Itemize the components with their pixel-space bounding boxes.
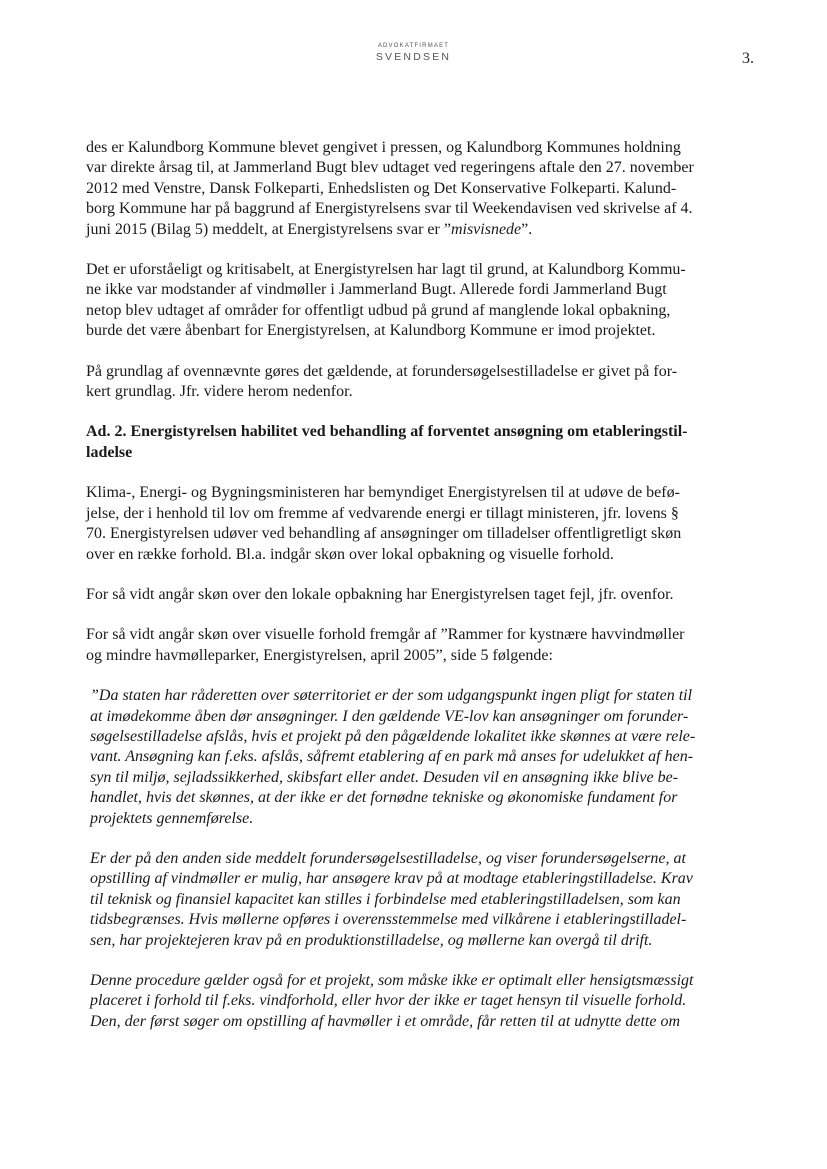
text-line: til teknisk og finansiel kapacitet kan stilles i forbindelse med etableringstilladelsen, som kan <box>90 890 681 908</box>
paragraph-visual-conditions <box>86 625 750 666</box>
text-line: For så vidt angår skøn over den lokale opbakning har Energistyrelsen taget fejl, jfr. ovenfor. <box>86 585 674 603</box>
text-line: For så vidt angår skøn over visuelle forhold fremgår af ”Rammer for kystnære havvindmøller <box>86 626 685 644</box>
text-line: Klima-, Energi- og Bygningsministeren har bemyndiget Energistyrelsen til at udøve de befø- <box>86 484 680 502</box>
text-line: jelse, der i henhold til lov om fremme af vedvarende energi er tillagt ministeren, jfr. lovens § <box>86 504 679 522</box>
quote-paragraph <box>90 849 750 951</box>
firm-name-large: SVENDSEN <box>375 51 452 63</box>
heading-line: Ad. 2. Energistyrelsen habilitet ved behandling af forventet ansøgning om etableringstil- <box>86 423 688 441</box>
text-line: sen, har projektejeren krav på en produktionstilladelse, og møllerne kan overgå til drift. <box>90 931 653 949</box>
text-line: tidsbegrænses. Hvis møllerne opføres i overensstemmelse med vilkårene i etableringstilladel- <box>90 911 687 929</box>
text-line: netop blev udtaget af områder for offentligt udbud på grund af manglende lokal opbakning, <box>86 301 671 319</box>
text-line: Denne procedure gælder også for et projekt, som måske ikke er optimalt eller hensigtsmæssigt <box>90 972 694 989</box>
document-body <box>86 138 750 1032</box>
text-line: På grundlag af ovennævnte gøres det gældende, at forundersøgelsestilladelse er givet på for- <box>86 362 678 380</box>
text-line: at imødekomme åben dør ansøgninger. I den gældende VE-lov kan ansøgninger om forunder- <box>90 707 689 725</box>
text-line: vant. Ansøgning kan f.eks. afslås, såfremt etablering af en park må anses for udelukket af hen- <box>90 748 694 766</box>
section-heading <box>86 422 750 463</box>
text-line: over en række forhold. Bl.a. indgår skøn over lokal opbakning og visuelle forhold. <box>86 545 614 563</box>
text-line: Er der på den anden side meddelt forundersøgelsestilladelse, og viser forundersøgelserne, at <box>90 849 686 867</box>
block-quote <box>90 686 750 1032</box>
text-line: handlet, hvis det skønnes, at der ikke er det fornødne tekniske og økonomiske fundament for <box>90 789 678 807</box>
text-line: var direkte årsag til, at Jammerland Bugt blev udtaget ved regeringens aftale den 27. november <box>86 159 694 177</box>
text-line: placeret i forhold til f.eks. vindforhold, eller hvor der ikke er taget hensyn til visuelle forhold. <box>90 992 687 1010</box>
text-fragment: ”. <box>521 220 533 238</box>
text-line: Det er uforståeligt og kritisabelt, at Energistyrelsen har lagt til grund, at Kalundborg Kommu- <box>86 261 686 279</box>
text-line: Den, der først søger om opstilling af havmøller i et område, får retten til at udnytte dette om <box>90 1012 681 1030</box>
text-line: projektets gennemførelse. <box>90 809 254 827</box>
paragraph-ministry-delegation <box>86 483 750 565</box>
text-line: 70. Energistyrelsen udøver ved behandling af ansøgninger om tilladelser offentligretligt skøn <box>86 525 682 543</box>
text-line: ”Da staten har råderetten over søterritoriet er der som udgangspunkt ingen pligt for staten til <box>90 687 693 705</box>
paragraph-kalundborg-press <box>86 138 750 240</box>
quote-paragraph <box>90 971 750 1032</box>
heading-line: ladelse <box>86 443 133 461</box>
text-line <box>86 220 750 240</box>
text-line: 2012 med Venstre, Dansk Folkeparti, Enhedslisten og Det Konservative Folkeparti. Kalund- <box>86 179 677 197</box>
text-line: syn til miljø, sejladssikkerhed, skibsfart eller andet. Desuden vil en ansøgning ikke blive be- <box>90 768 679 786</box>
text-line: og mindre havmølleparker, Energistyrelsen, april 2005”, side 5 følgende: <box>86 646 553 664</box>
text-fragment: juni 2015 (Bilag 5) meddelt, at Energistyrelsens svar er ” <box>86 220 451 238</box>
text-line: des er Kalundborg Kommune blevet gengivet i pressen, og Kalundborg Kommunes holdning <box>86 139 681 156</box>
quote-paragraph <box>90 686 750 829</box>
text-line: ne ikke var modstander af vindmøller i Jammerland Bugt. Allerede fordi Jammerland Bugt <box>86 281 667 299</box>
text-line: burde det være åbenbart for Energistyrelsen, at Kalundborg Kommune er imod projektet. <box>86 322 656 340</box>
firm-name-small: ADVOKATFIRMAET <box>377 43 450 49</box>
page-number: 3. <box>742 50 754 67</box>
paragraph-critique <box>86 260 750 342</box>
paragraph-conclusion <box>86 362 750 403</box>
paragraph-local-support <box>86 585 750 605</box>
text-line: kert grundlag. Jfr. videre herom nedenfor. <box>86 383 353 401</box>
text-line: borg Kommune har på baggrund af Energistyrelsens svar til Weekendavisen ved skrivelse af 4. <box>86 200 693 218</box>
text-line: søgelsestilladelse afslås, hvis et projekt på den pågældende lokalitet ikke skønnes at være rele- <box>90 727 696 745</box>
text-line: opstilling af vindmøller er mulig, har ansøgere krav på at modtage etableringstilladelse. Krav <box>90 870 693 888</box>
italic-quote-word: misvisnede <box>450 220 522 238</box>
